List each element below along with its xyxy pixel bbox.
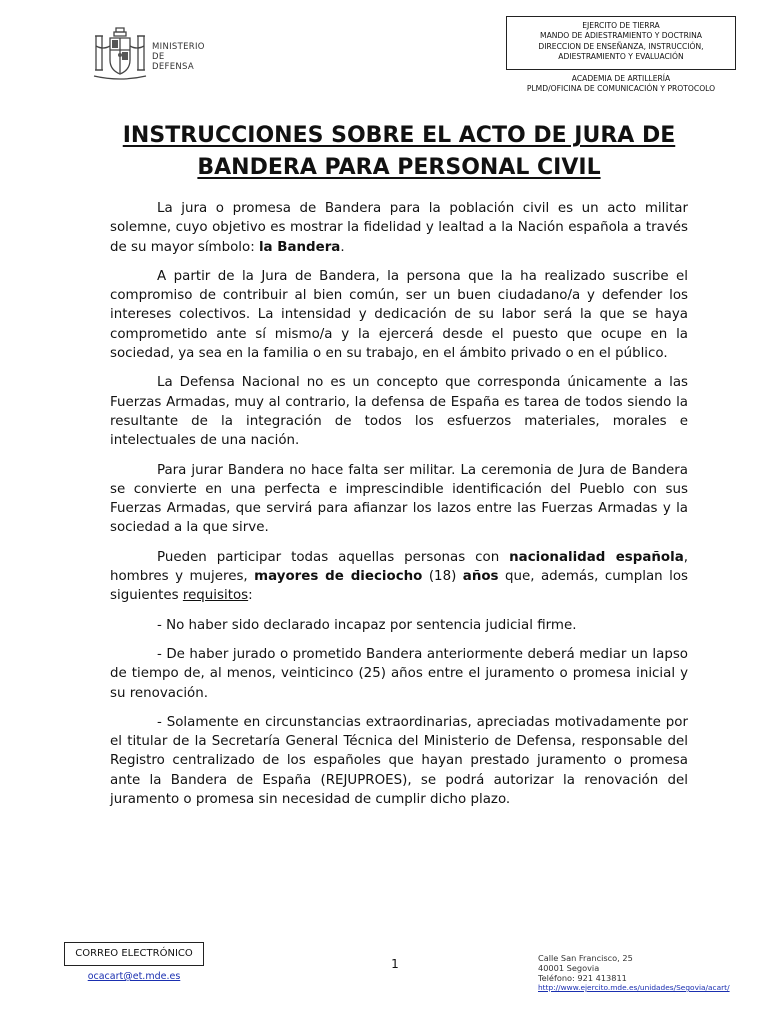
office-line: PLMD/OFICINA DE COMUNICACIÓN Y PROTOCOLO xyxy=(526,84,716,93)
requirement-3: - Solamente en circunstancias extraordinarias, apreciadas motivadamente por el titular de la Secretaría General Técnica del Ministerio de Defensa, responsable del Registro centralizado de los españoles que hayan prestado juramento o promesa ante la Bandera de España (REJUPROES), se podrá autorizar la renovación del juramento o promesa sin necesidad de cumplir dicho plazo. xyxy=(110,714,688,808)
organization-box xyxy=(506,16,736,70)
emphasis: la Bandera xyxy=(258,239,341,255)
emphasis: años xyxy=(462,569,499,585)
organization-line: EJERCITO DE TIERRA xyxy=(582,21,660,30)
text: que, además, cumplan los siguientes xyxy=(110,569,688,604)
coat-of-arms-icon xyxy=(92,26,148,82)
email-link[interactable]: ocacart@et.mde.es xyxy=(87,971,181,982)
email-label-box: CORREO ELECTRÓNICO xyxy=(64,942,204,966)
underlined-text: requisitos xyxy=(182,588,249,604)
requirement-2: - De haber jurado o prometido Bandera anteriormente deberá mediar un lapso de tiempo de, al menos, veinticinco (25) años entre el juramento o promesa inicial y su renovación. xyxy=(110,646,688,701)
postal-address xyxy=(538,953,753,993)
address-line: Calle San Francisco, 25 xyxy=(538,953,633,963)
text: : xyxy=(248,588,253,604)
organization-line: ADIESTRAMIENTO Y EVALUACIÓN xyxy=(558,52,684,62)
text: Pueden participar todas aquellas personas con xyxy=(157,549,510,565)
paragraph-2: A partir de la Jura de Bandera, la persona que la ha realizado suscribe el compromiso de contribuir al bien común, ser un buen ciudadano/a y defender los intereses colectivos. La intensidad y dedicación de su labor será la que se haya comprometido ante sí mismo/a y la ejercerá desde el puesto que ocupe en la sociedad, ya sea en la familia o en su trabajo, en el ámbito privado o en el público. xyxy=(110,268,688,362)
organization-line: DIRECCION DE ENSEÑANZA, INSTRUCCIÓN, xyxy=(538,41,704,51)
academy-subheader xyxy=(490,74,752,94)
ministry-line: MINISTERIO xyxy=(152,42,205,52)
requirement-1: - No haber sido declarado incapaz por sentencia judicial firme. xyxy=(157,617,577,633)
ministry-line: DE xyxy=(152,52,165,62)
text: (18) xyxy=(422,569,463,585)
ministry-name xyxy=(152,42,205,72)
address-line: 40001 Segovia xyxy=(538,963,600,973)
paragraph-1 xyxy=(110,199,688,257)
paragraph-5 xyxy=(110,548,688,606)
text: , hombres y mujeres, xyxy=(110,549,689,585)
document-body xyxy=(110,199,688,819)
emphasis: nacionalidad española xyxy=(509,549,684,565)
paragraph-4: Para jurar Bandera no hace falta ser militar. La ceremonia de Jura de Bandera se convierte en una perfecta e imprescindible identificación del Pueblo con sus Fuerzas Armadas, que servirá para afianzar los lazos entre las Fuerzas Armadas y la sociedad a la que sirve. xyxy=(110,462,688,536)
organization-line: MANDO DE ADIESTRAMIENTO Y DOCTRINA xyxy=(540,31,702,41)
ministry-line: DEFENSA xyxy=(152,62,195,72)
website-link[interactable]: http://www.ejercito.mde.es/unidades/Segovia/acart/ xyxy=(538,983,730,992)
page-number: 1 xyxy=(391,957,399,971)
text: La jura o promesa de Bandera para la población civil es un acto militar solemne, cuyo objetivo es mostrar la fidelidad y lealtad a la Nación española a través de su mayor símbolo: xyxy=(110,201,688,255)
academy-line: ACADEMIA DE ARTILLERÍA xyxy=(571,74,671,83)
title-line-2: BANDERA PARA PERSONAL CIVIL xyxy=(197,155,601,180)
title-line-1: INSTRUCCIONES SOBRE EL ACTO DE JURA DE xyxy=(122,123,676,148)
paragraph-3: La Defensa Nacional no es un concepto que corresponda únicamente a las Fuerzas Armadas, muy al contrario, la defensa de España es tarea de todos siendo la resultante de la integración de todos los esfuerzos materiales, morales e intelectuales de una nación. xyxy=(110,375,688,449)
emphasis: mayores de dieciocho xyxy=(254,569,423,585)
ministry-logo xyxy=(92,26,222,82)
phone-line: Teléfono: 921 413811 xyxy=(538,973,627,983)
document-title xyxy=(100,120,698,184)
text: . xyxy=(340,239,345,255)
